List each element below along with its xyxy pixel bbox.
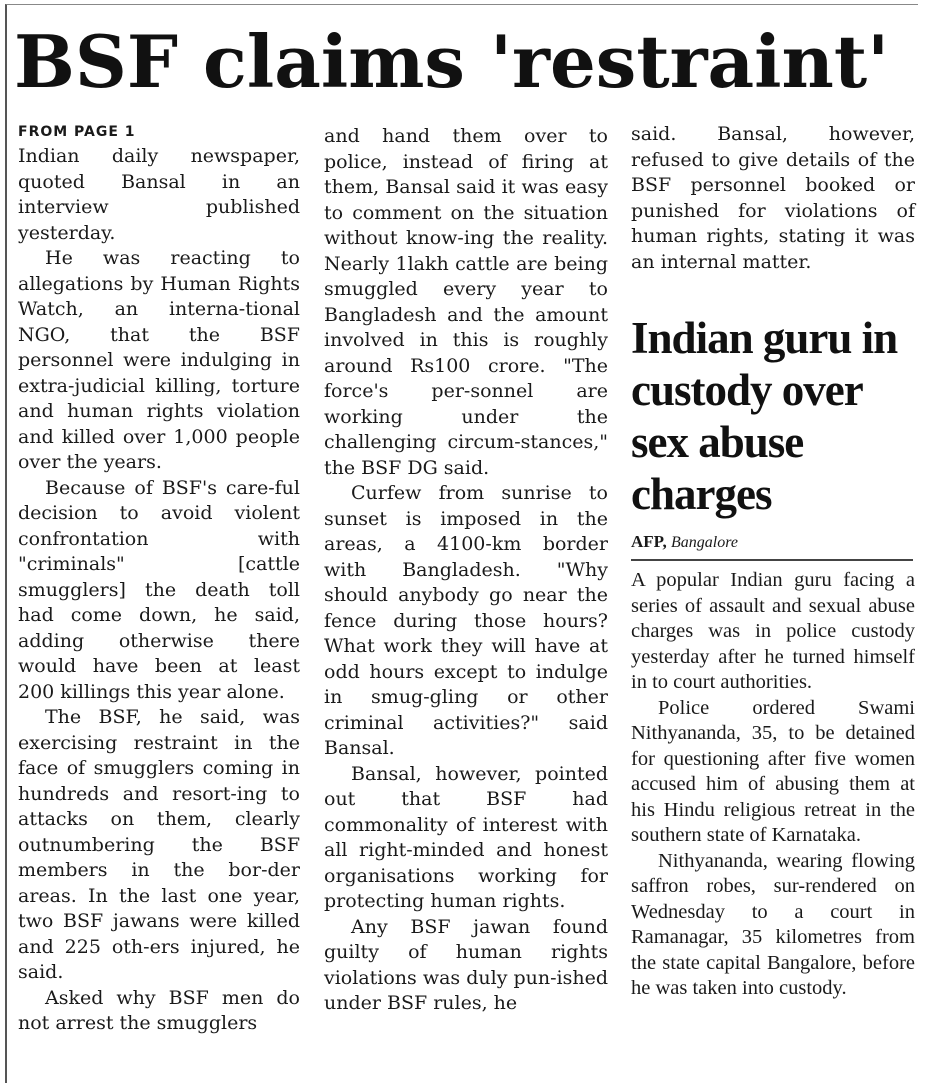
byline: [631, 532, 913, 561]
byline-place: Bangalore: [671, 534, 738, 551]
article-paragraph: Because of BSF's care-ful decision to avoid violent confrontation with "criminals" [cattle smugglers] the death toll had come down, he said, adding otherwise there would have been at least 200 killings this year alone.: [18, 476, 300, 703]
article-paragraph: Indian daily newspaper, quoted Bansal in an interview published yesterday.: [18, 145, 300, 244]
article-paragraph: He was reacting to allegations by Human Rights Watch, an interna-tional NGO, that the BSF personnel were indulging in extra-judicial killing, torture and human rights violation and killed over 1,000 people over the years.: [18, 247, 300, 473]
article-paragraph: A popular Indian guru facing a series of assault and sexual abuse charges was in police custody yesterday after he turned himself in to court authorities.: [631, 569, 915, 693]
article-column-2: [324, 124, 608, 1017]
main-headline: BSF claims 'restraint': [14, 19, 890, 104]
kicker-label: FROM PAGE 1: [18, 124, 136, 140]
article-paragraph: Police ordered Swami Nithyananda, 35, to be detained for questioning after five women accused him of abusing them at his Hindu religious retreat in the southern state of Karnataka.: [631, 696, 915, 846]
second-article-body: [631, 568, 915, 1002]
article-paragraph: The BSF, he said, was exercising restraint in the face of smugglers coming in hundreds and resort-ing to attacks on them, clearly outnumbering the BSF members in the bor-der areas. In the last one year, two BSF jawans were killed and 225 oth-ers injured, he said.: [18, 706, 300, 983]
article-column-3: [631, 122, 915, 275]
article-paragraph: and hand them over to police, instead of firing at them, Bansal said it was easy to comment on the situation without know-ing the reality. Nearly 1lakh cattle are being smuggled every year to Bangladesh and the amount involved in this is roughly around Rs100 crore. "The force's per-sonnel are working under the challenging circum-stances," the BSF DG said.: [324, 125, 608, 479]
article-paragraph: Curfew from sunrise to sunset is imposed in the areas, a 4100-km border with Bangladesh. "Why should anybody go near the fence during those hours? What work they will have at odd hours except to indulge in smug-gling or other criminal activities?" said Bansal.: [324, 482, 608, 759]
byline-agency: AFP,: [631, 532, 667, 551]
article-paragraph: Nithyananda, wearing flowing saffron robes, sur-rendered on Wednesday to a court in Ramanagar, 35 kilometres from the state capital Bangalore, before he was taken into custody.: [631, 849, 915, 999]
article-column-1: [18, 124, 300, 1037]
article-paragraph: Bansal, however, pointed out that BSF had commonality of interest with all right-minded and honest organisations working for protecting human rights.: [324, 762, 608, 912]
article-paragraph: Any BSF jawan found guilty of human rights violations was duly pun-ished under BSF rules, he: [324, 915, 608, 1014]
article-paragraph: said. Bansal, however, refused to give details of the BSF personnel booked or punished for violations of human rights, stating it was an internal matter.: [631, 123, 915, 273]
article-paragraph: Asked why BSF men do not arrest the smugglers: [18, 986, 300, 1034]
second-headline: Indian guru in custody over sex abuse charges: [631, 313, 898, 519]
